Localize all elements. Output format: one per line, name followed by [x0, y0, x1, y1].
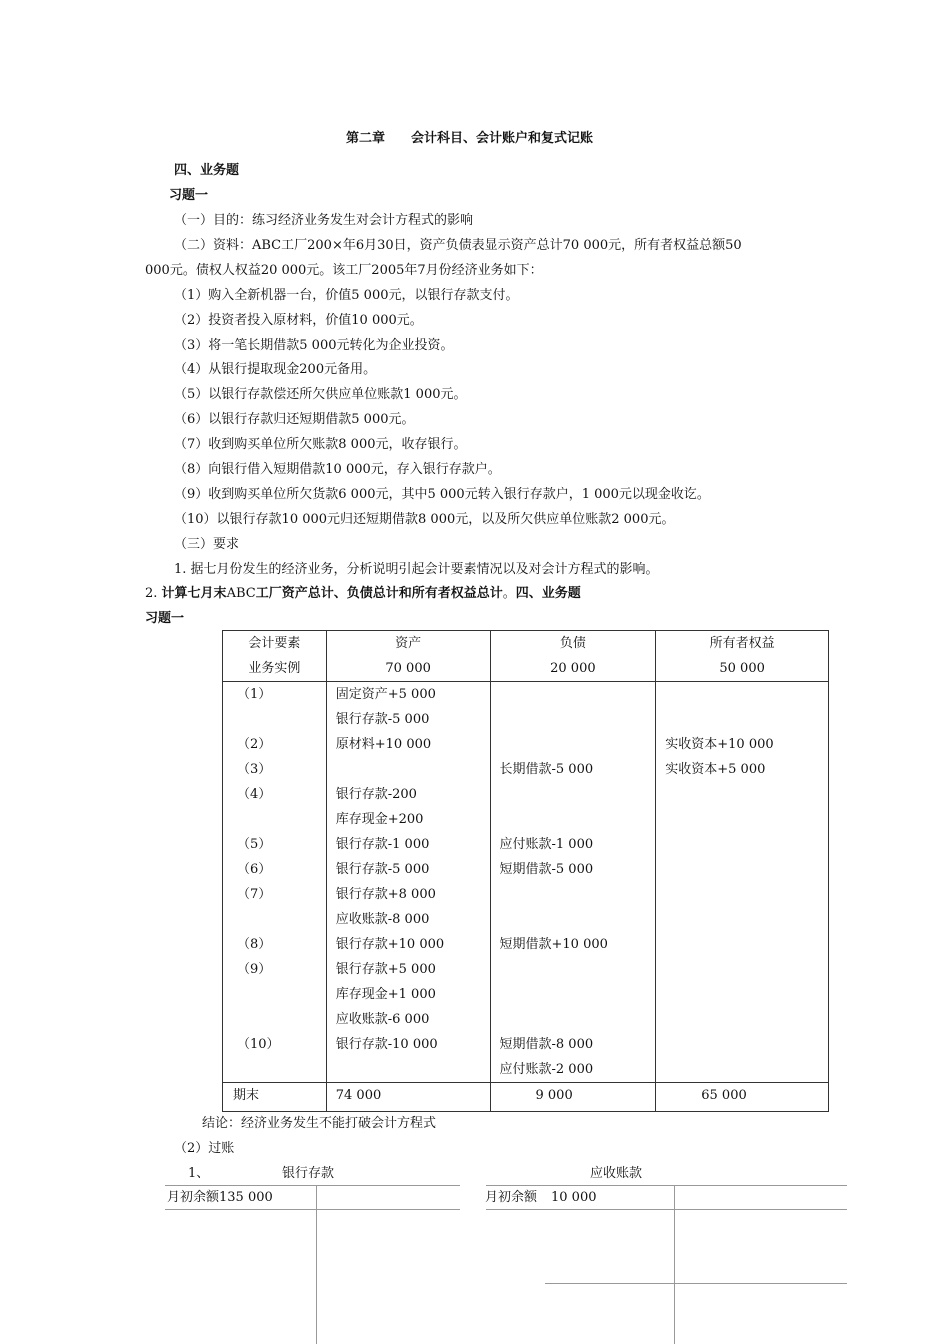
bank-account-balance-rule	[165, 1209, 460, 1210]
exercise-heading: 习题一	[169, 188, 209, 203]
receivable-account-balance-rule	[486, 1209, 847, 1210]
equation-analysis-table	[222, 630, 829, 1112]
transaction-item: （1）购入全新机器一台，价值5 000元，以银行存款支付。	[174, 288, 519, 303]
footer-label-cell	[223, 1083, 327, 1112]
table-footer-row	[223, 1083, 829, 1112]
header-equity-label: 所有者权益	[709, 636, 775, 651]
equity-entry	[665, 1057, 828, 1082]
transaction-item: （5）以银行存款偿还所欠供应单位账款1 000元。	[174, 387, 467, 402]
receivable-account-lower-rule	[545, 1283, 847, 1284]
liabilities-entry	[500, 782, 656, 807]
equity-entry	[665, 857, 828, 882]
requirement-2-company: ABC	[226, 586, 256, 601]
equity-entry	[665, 682, 828, 707]
section-heading: 四、业务题	[174, 163, 240, 178]
assets-entry: 银行存款-200	[335, 787, 417, 802]
equity-entry	[665, 907, 828, 932]
table-header-row	[223, 631, 829, 682]
footer-liabilities-value: 9 000	[535, 1088, 573, 1103]
transaction-id	[237, 982, 326, 1007]
footer-label: 期末	[233, 1088, 260, 1103]
conclusion-line: 结论：经济业务发生不能打破会计方程式	[202, 1116, 437, 1131]
assets-column	[326, 682, 490, 1083]
equity-entry	[665, 957, 828, 982]
assets-entry: 应收账款-8 000	[335, 912, 430, 927]
liabilities-entry	[500, 682, 656, 707]
transaction-id: （2）	[237, 737, 272, 752]
requirement-2	[145, 586, 581, 602]
transaction-id: （5）	[237, 837, 272, 852]
transaction-id	[237, 807, 326, 832]
liabilities-entry	[500, 807, 656, 832]
liabilities-column	[490, 682, 656, 1083]
requirement-1: 1. 据七月份发生的经济业务，分析说明引起会计要素情况以及对会计方程式的影响。	[174, 562, 659, 577]
requirement-2-number: 2.	[145, 586, 162, 601]
requirement-2-text: 计算七月末	[161, 586, 227, 601]
liabilities-entry	[500, 882, 656, 907]
transaction-id: （7）	[237, 887, 272, 902]
header-liabilities-cell	[490, 631, 656, 682]
footer-liabilities-cell	[490, 1083, 656, 1112]
transaction-item: （10）以银行存款10 000元归还短期借款8 000元，以及所欠供应单位账款2 000元。	[174, 512, 675, 527]
requirement-2-period: 。	[502, 586, 516, 601]
assets-entry: 原材料+10 000	[335, 737, 432, 752]
transaction-item: （6）以银行存款归还短期借款5 000元。	[174, 412, 415, 427]
footer-equity-value: 65 000	[701, 1088, 747, 1103]
liabilities-entry	[500, 982, 656, 1007]
posting-heading: （2）过账	[174, 1141, 235, 1156]
assets-entry	[336, 757, 490, 782]
liabilities-entry	[500, 1007, 656, 1032]
liabilities-entry	[500, 957, 656, 982]
header-element-label: 会计要素	[248, 636, 301, 651]
transaction-item: （4）从银行提取现金200元备用。	[174, 362, 377, 377]
header-example-label: 业务实例	[248, 661, 301, 676]
bank-account-top-rule	[165, 1185, 460, 1186]
transaction-item: （3）将一笔长期借款5 000元转化为企业投资。	[174, 338, 454, 353]
assets-entry	[336, 1057, 490, 1082]
transaction-id	[237, 907, 326, 932]
header-assets-value: 70 000	[385, 661, 431, 676]
requirement-2-text-cont: 工厂资产总计、负债总计和所有者权益总计	[255, 586, 503, 601]
equity-entry	[665, 982, 828, 1007]
t-account-receivable-title: 应收账款	[590, 1166, 643, 1181]
liabilities-entry: 长期借款-5 000	[499, 762, 594, 777]
transaction-id: （3）	[237, 762, 272, 777]
header-element-cell	[223, 631, 327, 682]
receivable-opening-value: 10 000	[551, 1190, 597, 1205]
equity-entry	[665, 932, 828, 957]
footer-assets-cell	[326, 1083, 490, 1112]
transaction-id	[237, 707, 326, 732]
header-liabilities-label: 负债	[559, 636, 586, 651]
liabilities-entry: 短期借款-8 000	[499, 1037, 594, 1052]
transaction-item: （9）收到购买单位所欠货款6 000元，其中5 000元转入银行存款户，1 000元以现金收讫。	[174, 487, 710, 502]
assets-entry: 银行存款+8 000	[335, 887, 436, 902]
assets-entry: 库存现金+1 000	[335, 987, 436, 1002]
liabilities-entry: 应付账款-2 000	[499, 1062, 594, 1077]
assets-entry: 银行存款-5 000	[335, 712, 430, 727]
transaction-item: （8）向银行借入短期借款10 000元，存入银行存款户。	[174, 462, 501, 477]
header-assets-cell	[326, 631, 490, 682]
requirement-2-trailing-heading: 四、业务题	[515, 586, 581, 601]
transaction-item: （7）收到购买单位所欠账款8 000元，收存银行。	[174, 437, 467, 452]
assets-entry: 应收账款-6 000	[335, 1012, 430, 1027]
liabilities-entry	[500, 732, 656, 757]
transaction-id: （6）	[237, 862, 272, 877]
transaction-item: （2）投资者投入原材料，价值10 000元。	[174, 313, 423, 328]
transaction-id: （9）	[237, 962, 272, 977]
equity-entry	[665, 1032, 828, 1057]
header-assets-label: 资产	[395, 636, 422, 651]
equity-entry	[665, 707, 828, 732]
equity-entry	[665, 782, 828, 807]
transaction-id: （4）	[237, 787, 272, 802]
assets-entry: 固定资产+5 000	[335, 687, 436, 702]
equity-entry	[665, 882, 828, 907]
assets-entry: 银行存款-1 000	[335, 837, 430, 852]
equity-entry	[665, 832, 828, 857]
transaction-id	[237, 1057, 326, 1082]
liabilities-entry: 短期借款+10 000	[499, 937, 608, 952]
header-equity-value: 50 000	[719, 661, 765, 676]
transaction-id	[237, 1007, 326, 1032]
assets-entry: 库存现金+200	[335, 812, 424, 827]
equity-entry: 实收资本+5 000	[665, 762, 766, 777]
equity-entry	[665, 1007, 828, 1032]
material-line-2: 000元。债权人权益20 000元。该工厂2005年7月份经济业务如下：	[145, 263, 543, 278]
header-equity-cell	[656, 631, 829, 682]
answer-heading: 习题一	[145, 611, 185, 626]
equity-column	[656, 682, 829, 1083]
transaction-id: （8）	[237, 937, 272, 952]
equity-entry	[665, 807, 828, 832]
header-liabilities-value: 20 000	[550, 661, 596, 676]
bank-opening-balance: 月初余额135 000	[167, 1190, 273, 1205]
t-account-number: 1、	[188, 1166, 210, 1181]
transaction-id-column	[223, 682, 327, 1083]
chapter-title: 第二章 会计科目、会计账户和复式记账	[346, 131, 594, 146]
liabilities-entry	[500, 707, 656, 732]
liabilities-entry: 短期借款-5 000	[499, 862, 594, 877]
t-account-bank-title: 银行存款	[282, 1166, 335, 1181]
receivable-opening-label: 月初余额	[485, 1190, 538, 1205]
equity-entry: 实收资本+10 000	[665, 737, 774, 752]
transaction-id: （10）	[237, 1037, 280, 1052]
assets-entry: 银行存款-5 000	[335, 862, 430, 877]
footer-assets-value: 74 000	[335, 1088, 382, 1103]
material-line-1: （二）资料：ABC工厂200×年6月30日，资产负债表显示资产总计70 000元，所有者权益总额50	[174, 238, 742, 253]
requirements-heading: （三）要求	[174, 537, 240, 552]
table-body-row	[223, 682, 829, 1083]
liabilities-entry: 应付账款-1 000	[499, 837, 594, 852]
assets-entry: 银行存款+5 000	[335, 962, 436, 977]
transaction-id: （1）	[237, 687, 272, 702]
assets-entry: 银行存款-10 000	[335, 1037, 438, 1052]
receivable-account-top-rule	[486, 1185, 847, 1186]
liabilities-entry	[500, 907, 656, 932]
footer-equity-cell	[656, 1083, 829, 1112]
assets-entry: 银行存款+10 000	[335, 937, 445, 952]
purpose-line: （一）目的：练习经济业务发生对会计方程式的影响	[174, 213, 474, 228]
